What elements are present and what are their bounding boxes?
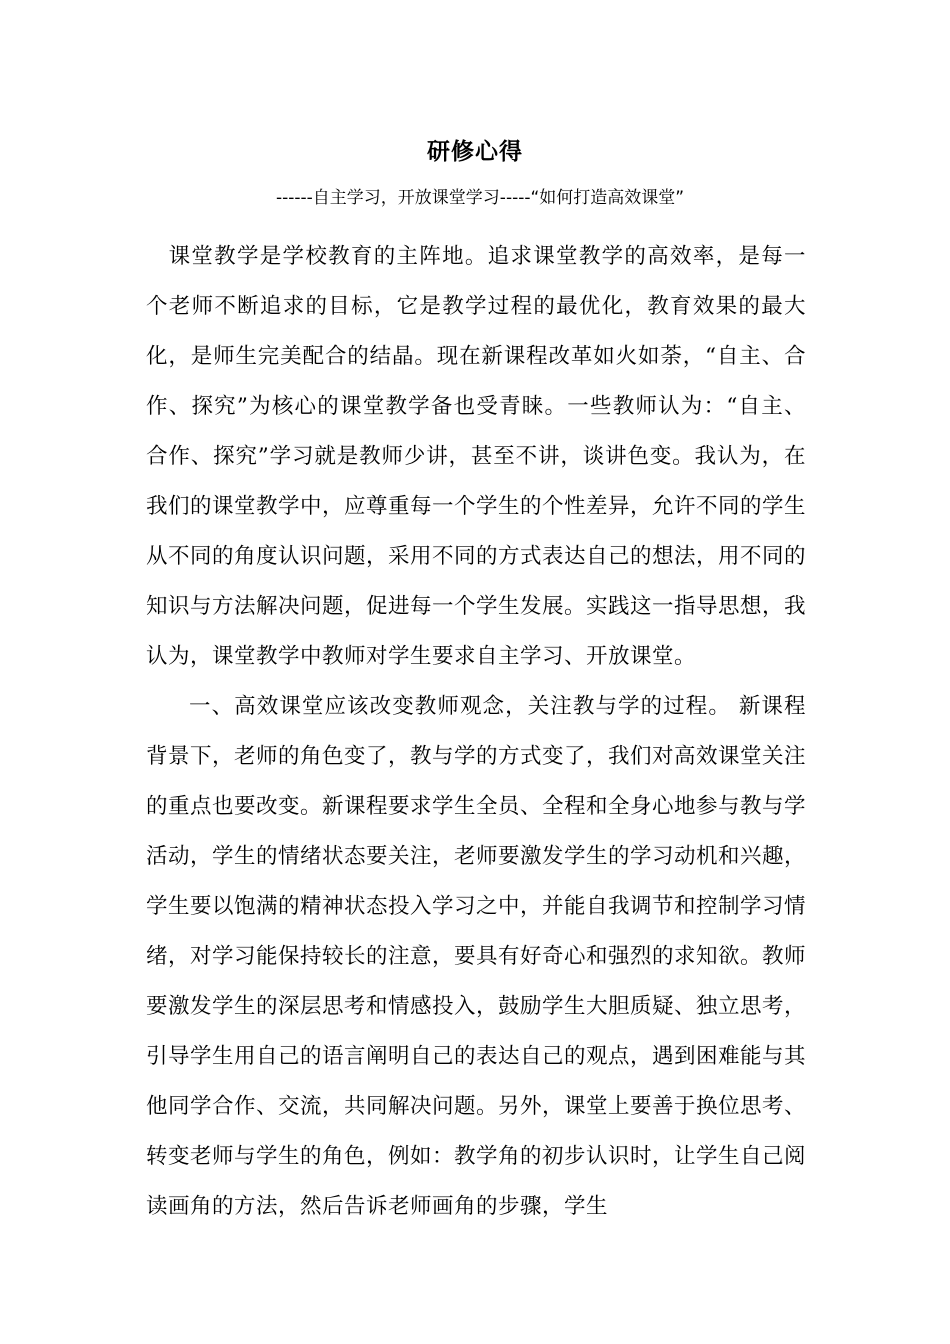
paragraph-2: 一、高效课堂应该改变教师观念，关注教与学的过程。 新课程背景下，老师的角色变了，教与学的方式变了，我们对高效课堂关注的重点也要改变。新课程要求学生全员、全程和全身心地参与教与学活动，学生的情绪状态要关注，老师要激发学生的学习动机和兴趣，学生要以饱满的精神状态投入学习之中，并能自我调节和控制学习情绪，对学习能保持较长的注意，要具有好奇心和强烈的求知欲。教师要激发学生的深层思考和情感投入，鼓励学生大胆质疑、独立思考，引导学生用自己的语言阐明自己的表达自己的观点，遇到困难能与其他同学合作、交流，共同解决问题。另外，课堂上要善于换位思考、转变老师与学生的角色，例如：教学角的初步认识时，让学生自己阅读画角的方法，然后告诉老师画角的步骤，学生 — [146, 694, 807, 1219]
page-subtitle: ------自主学习，开放课堂学习-----“如何打造高效课堂” — [276, 188, 685, 208]
page-title: 研修心得 — [427, 139, 523, 165]
paragraph-1: 课堂教学是学校教育的主阵地。追求课堂教学的高效率，是每一个老师不断追求的目标，它是教学过程的最优化，教育效果的最大化，是师生完美配合的结晶。现在新课程改革如火如荼，“自主、合作、探究”为核心的课堂教学备也受青睐。一些教师认为：“自主、合作、探究”学习就是教师少讲，甚至不讲，谈讲色变。我认为，在我们的课堂教学中，应尊重每一个学生的个性差异，允许不同的学生从不同的角度认识问题，采用不同的方式表达自己的想法，用不同的知识与方法解决问题，促进每一个学生发展。实践这一指导思想，我认为，课堂教学中教师对学生要求自主学习、开放课堂。 — [146, 244, 807, 669]
document-body — [146, 232, 806, 1232]
